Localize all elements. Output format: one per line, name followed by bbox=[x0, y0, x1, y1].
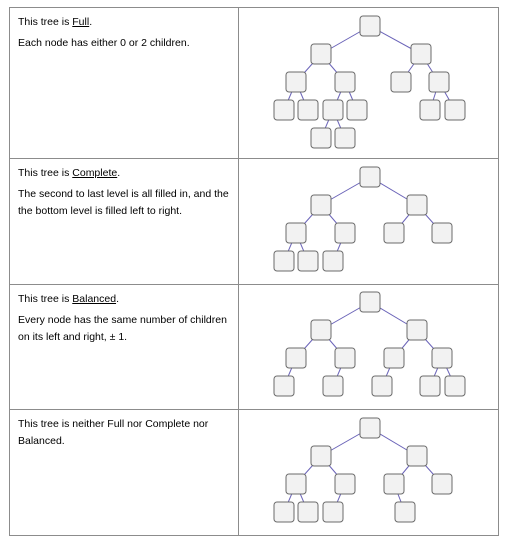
tree-node bbox=[286, 72, 306, 92]
tree-node bbox=[384, 474, 404, 494]
tree-node bbox=[298, 251, 318, 271]
tree-node bbox=[445, 100, 465, 120]
tree-diagram-balanced bbox=[239, 285, 500, 409]
tree-node bbox=[274, 502, 294, 522]
tree-diagram-full bbox=[239, 8, 500, 158]
tree-cell-complete bbox=[239, 159, 499, 285]
row-heading: This tree is Balanced. bbox=[18, 293, 119, 305]
tree-node bbox=[323, 502, 343, 522]
tree-node bbox=[335, 128, 355, 148]
tree-cell-balanced bbox=[239, 285, 499, 410]
tree-node bbox=[445, 376, 465, 396]
term-complete: Complete bbox=[72, 167, 118, 179]
row-heading: This tree is Full. bbox=[18, 16, 93, 28]
row-heading: This tree is neither Full nor Complete nor Balanced. bbox=[18, 418, 209, 447]
row-heading: This tree is Complete. bbox=[18, 167, 121, 179]
tree-node bbox=[360, 16, 380, 36]
tree-node bbox=[384, 223, 404, 243]
tree-cell-neither bbox=[239, 410, 499, 536]
term-balanced: Balanced bbox=[72, 293, 117, 305]
tree-node bbox=[432, 223, 452, 243]
tree-node bbox=[311, 44, 331, 64]
row-description: The second to last level is all filled in, and the the bottom level is filled left to right. bbox=[18, 188, 229, 217]
tree-node bbox=[429, 72, 449, 92]
row-description: Each node has either 0 or 2 children. bbox=[18, 37, 190, 49]
tree-diagram-complete bbox=[239, 159, 500, 284]
tree-diagram-neither bbox=[239, 410, 500, 535]
text-cell-full bbox=[10, 8, 239, 159]
tree-node bbox=[274, 100, 294, 120]
tree-node bbox=[335, 474, 355, 494]
tree-node bbox=[347, 100, 367, 120]
tree-node bbox=[323, 251, 343, 271]
table-row bbox=[10, 410, 499, 536]
tree-node bbox=[311, 446, 331, 466]
tree-node bbox=[286, 223, 306, 243]
tree-node bbox=[298, 502, 318, 522]
tree-node bbox=[335, 348, 355, 368]
tree-node bbox=[335, 72, 355, 92]
text-cell-neither bbox=[10, 410, 239, 536]
tree-node bbox=[360, 292, 380, 312]
tree-node bbox=[391, 72, 411, 92]
table-row bbox=[10, 285, 499, 410]
tree-node bbox=[311, 128, 331, 148]
tree-node bbox=[311, 320, 331, 340]
table-row bbox=[10, 8, 499, 159]
term-full: Full bbox=[72, 16, 90, 28]
tree-node bbox=[420, 376, 440, 396]
tree-node bbox=[311, 195, 331, 215]
tree-node bbox=[395, 502, 415, 522]
tree-node bbox=[286, 348, 306, 368]
tree-node bbox=[360, 167, 380, 187]
text-cell-complete bbox=[10, 159, 239, 285]
tree-node bbox=[411, 44, 431, 64]
tree-node bbox=[407, 320, 427, 340]
tree-node bbox=[274, 376, 294, 396]
tree-node bbox=[360, 418, 380, 438]
tree-node bbox=[274, 251, 294, 271]
tree-node bbox=[298, 100, 318, 120]
tree-node bbox=[432, 474, 452, 494]
tree-node bbox=[432, 348, 452, 368]
tree-node bbox=[335, 223, 355, 243]
tree-node bbox=[286, 474, 306, 494]
tree-node bbox=[407, 446, 427, 466]
tree-node bbox=[323, 376, 343, 396]
tree-node bbox=[372, 376, 392, 396]
tree-node bbox=[323, 100, 343, 120]
tree-cell-full bbox=[239, 8, 499, 159]
tree-node bbox=[407, 195, 427, 215]
text-cell-balanced bbox=[10, 285, 239, 410]
comparison-table bbox=[9, 7, 499, 536]
table-row bbox=[10, 159, 499, 285]
tree-node bbox=[384, 348, 404, 368]
tree-node bbox=[420, 100, 440, 120]
row-description: Every node has the same number of children on its left and right, ± 1. bbox=[18, 314, 227, 343]
